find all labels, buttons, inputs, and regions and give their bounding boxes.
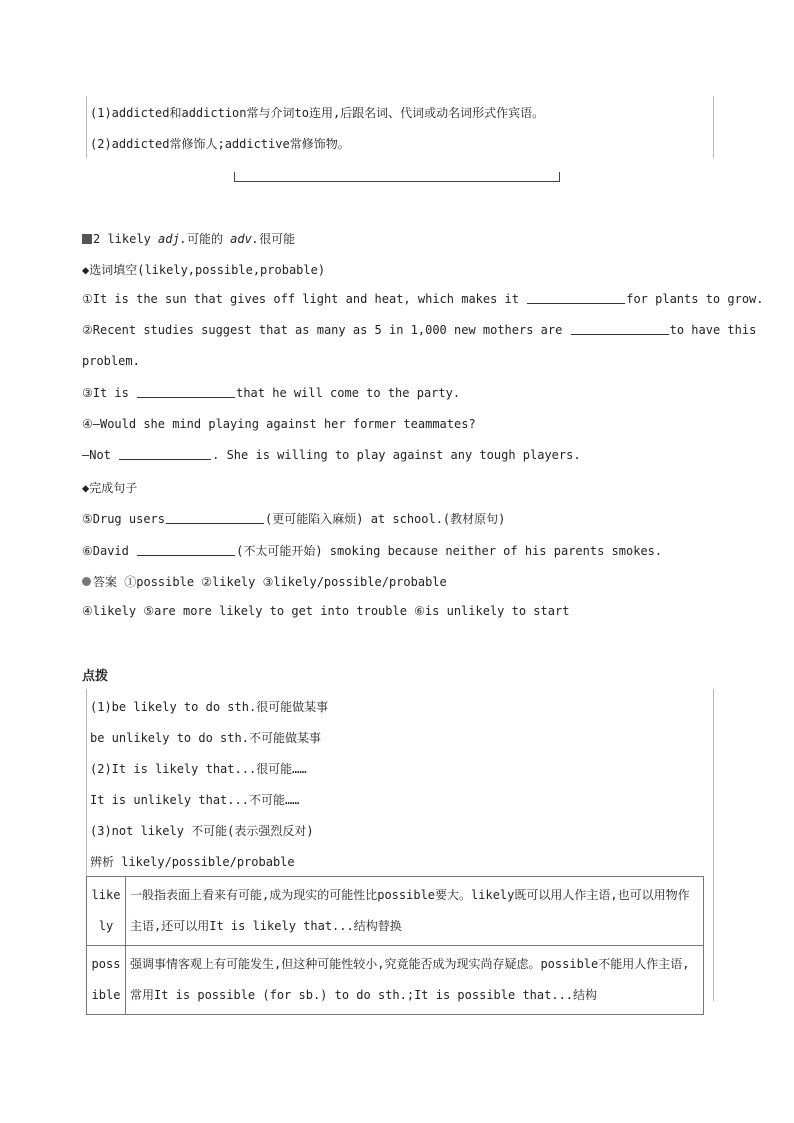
table-cell-desc: 一般指表面上看来有可能,成为现实的可能性比possible要大。likely既可以用人作主语,也可以用物作主语,还可以用It is likely that...结构替换	[126, 877, 704, 946]
tip-line-5: (3)not likely 不可能(表示强烈反对)	[90, 824, 314, 838]
answer-blank[interactable]	[119, 448, 211, 460]
question-2-continued: problem.	[82, 354, 140, 368]
answer-blank[interactable]	[137, 386, 235, 398]
question-4-reply: —Not . She is willing to play against any tough players.	[82, 448, 581, 462]
question-5: ⑤Drug users (更可能陷入麻烦) at school.(教材原句)	[82, 512, 506, 526]
answers-line-2: ④likely ⑤are more likely to get into trouble ⑥is unlikely to start	[82, 604, 570, 618]
table-row	[87, 877, 704, 946]
tip-line-2: be unlikely to do sth.不可能做某事	[90, 731, 321, 745]
tips-heading: 点拨	[82, 669, 109, 684]
answer-blank[interactable]	[137, 544, 235, 556]
square-bullet-icon	[82, 234, 92, 244]
answer-marker-icon	[82, 577, 91, 586]
note-line-1: (1)addicted和addiction常与介词to连用,后跟名词、代词或动名词形式作宾语。	[90, 106, 545, 120]
answer-blank[interactable]	[166, 512, 264, 524]
question-4: ④—Would she mind playing against her former teammates?	[82, 417, 476, 431]
comparison-table	[86, 876, 704, 1015]
bracket-divider	[234, 172, 560, 182]
answer-blank[interactable]	[571, 323, 669, 335]
note-line-2: (2)addicted常修饰人;addictive常修饰物。	[90, 137, 350, 151]
tip-line-3: (2)It is likely that...很可能……	[90, 762, 307, 776]
complete-title: ◆完成句子	[82, 481, 138, 495]
question-3: ③It is that he will come to the party.	[82, 386, 461, 400]
table-row	[87, 946, 704, 1015]
fill-title: ◆选词填空(likely,possible,probable)	[82, 263, 326, 277]
tip-line-4: It is unlikely that...不可能……	[90, 793, 300, 807]
tip-line-1: (1)be likely to do sth.很可能做某事	[90, 700, 329, 714]
question-6: ⑥David (不太可能开始) smoking because neither of his parents smokes.	[82, 544, 663, 558]
question-1: ①It is the sun that gives off light and heat, which makes it for plants to grow.	[82, 292, 764, 306]
table-cell-word: likely	[87, 877, 126, 946]
table-cell-word: possible	[87, 946, 126, 1015]
question-2: ②Recent studies suggest that as many as 5 in 1,000 new mothers are to have this	[82, 323, 757, 337]
answer-blank[interactable]	[527, 292, 625, 304]
section-heading: 2 likely adj.可能的 adv.很可能	[82, 230, 295, 247]
table-cell-desc: 强调事情客观上有可能发生,但这种可能性较小,究竟能否成为现实尚存疑虑。possible不能用人作主语,常用It is possible (for sb.) to do sth.;It is possible that...结构	[126, 946, 704, 1015]
answers-line-1: 答案 ①possible ②likely ③likely/possible/probable	[82, 573, 447, 590]
tip-line-6: 辨析 likely/possible/probable	[90, 855, 295, 869]
